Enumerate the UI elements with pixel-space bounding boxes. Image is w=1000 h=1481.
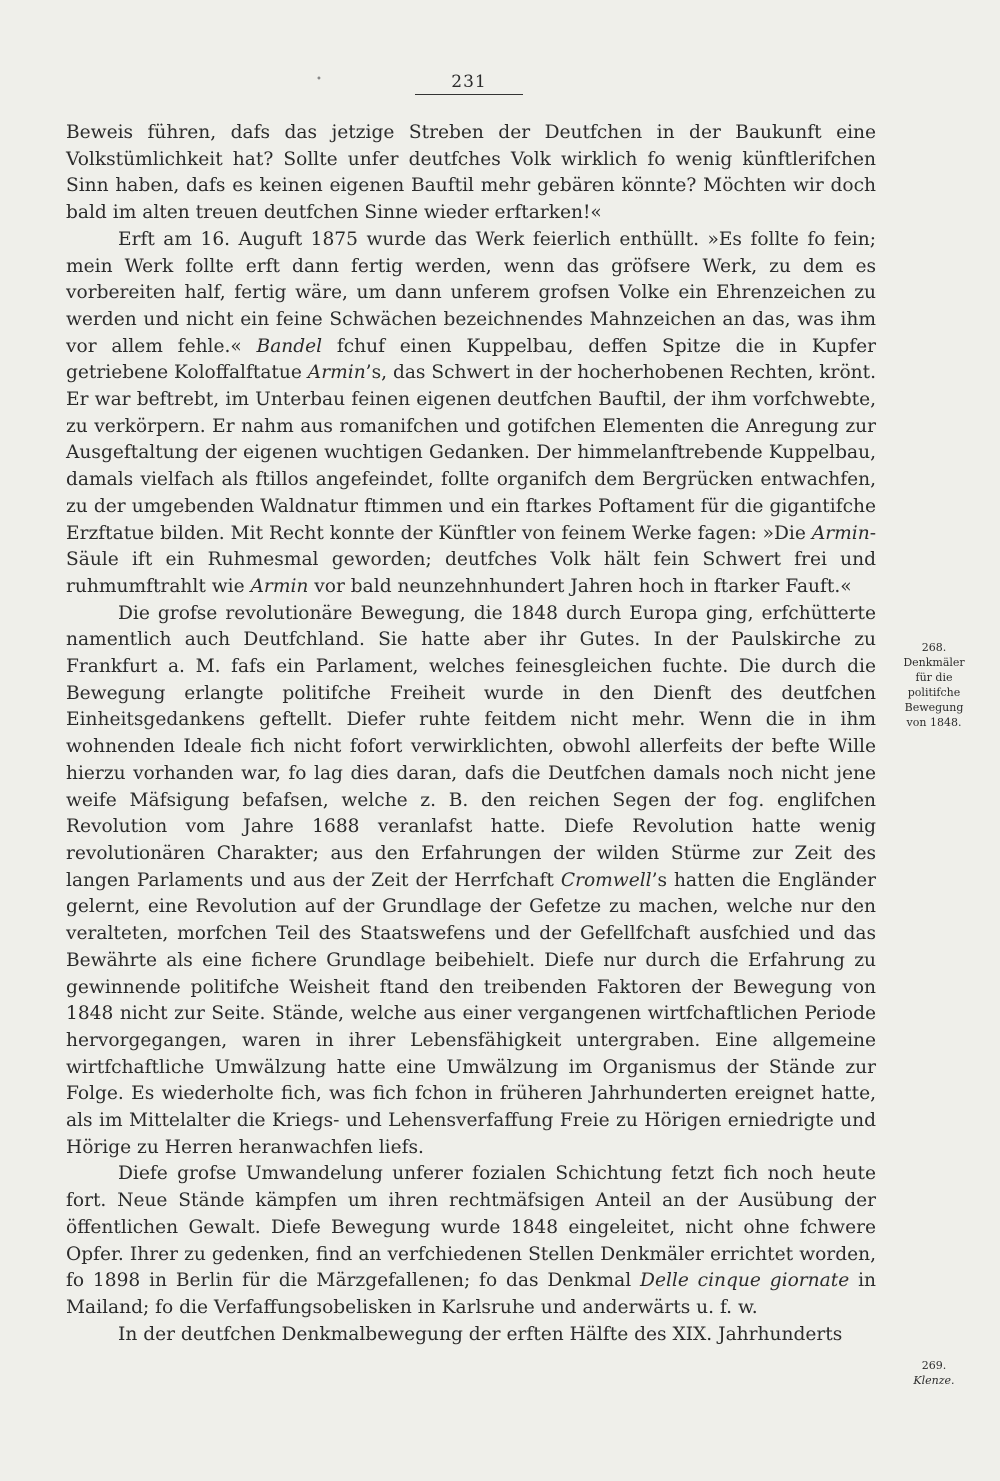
text-run: Beweis führen, dafs das jetzige Streben der Deutfchen in der Baukunft eine Volkstümlichkeit hat? Sollte unfer deutfches Volk wirklich fo wenig künftlerifchen Sinn haben, dafs es keinen eigenen Bauftil mehr gebären könnte? Möchten wir doch bald im alten treuen deutfchen Sinne wieder erftarken!«	[66, 122, 876, 224]
page-number: 231	[415, 72, 523, 95]
text-run: In der deutfchen Denkmalbewegung der erften Hälfte des XIX. Jahrhunderts	[118, 1323, 843, 1345]
italic-text: Cromwell	[560, 869, 652, 891]
paragraph	[66, 1161, 876, 1321]
margin-note-label: Klenze.	[913, 1374, 955, 1387]
text-run: fchuf einen Kuppelbau, deffen Spitze die in Kupfer getriebene Koloffalftatue	[66, 335, 877, 384]
text-run: in Mailand; fo die Verfaffungsobelisken in Karlsruhe und anderwärts u. f. w.	[66, 1270, 876, 1318]
text-run: ’s, das Schwert in der hocherhobenen Rechten, krönt. Er war beftrebt, im Unterbau feinen eigenen deutfchen Bauftil, der ihm vorfchwebte, zu verkörpern. Er nahm aus romanifchen und gotifchen Elementen die Anregung zur Ausgeftaltung der eigenen wuchtigen Gedanken. Der himmelanftrebende Kuppelbau, damals vielfach als ftillos angefeindet, follte organifch dem Bergrücken entwachfen, zu der umgebenden Waldnatur ftimmen und ein ftarkes Poftament für die gigantifche Erzftatue bilden. Mit Recht konnte der Künftler von feinem Werke fagen: »Die	[66, 362, 877, 544]
italic-text: Armin	[250, 575, 309, 597]
italic-text: Armin	[307, 362, 366, 384]
margin-note-line: Bewegung	[904, 701, 964, 714]
margin-note-number: 269.	[921, 1359, 947, 1372]
margin-note-line: Denkmäler	[903, 656, 965, 669]
italic-text: Bandel	[256, 335, 323, 357]
margin-note-number: 268.	[921, 641, 947, 654]
paragraph	[66, 227, 876, 601]
paragraph	[66, 601, 876, 1162]
paragraph	[66, 120, 876, 227]
margin-note-line: politifche	[907, 686, 961, 699]
text-run: -Säule ift ein Ruhmesmal geworden; deutfches Volk hält fein Schwert frei und ruhmumftrahlt wie	[66, 522, 876, 597]
text-run: Die grofse revolutionäre Bewegung, die 1848 durch Europa ging, erfchütterte namentlich auch Deutfchland. Sie hatte aber ihr Gutes. In der Paulskirche zu Frankfurt a. M. fafs ein Parlament, welches feinesgleichen fuchte. Die durch die Bewegung erlangte politifche Freiheit wurde in den Dienft des deutfchen Einheitsgedankens geftellt. Diefer ruhte feitdem nicht mehr. Wenn die in ihm wohnenden Ideale fich nicht fofort verwirklichten, obwohl allerfeits der befte Wille hierzu vorhanden war, fo lag dies daran, dafs die Deutfchen damals noch nicht jene weife Mäfsigung befafsen, welche z. B. den reichen Segen der fog. englifchen Revolution vom Jahre 1688 veranlafst hatte. Diefe Revolution hatte wenig revolutionären Charakter; aus den Erfahrungen der wilden Stürme zur Zeit des langen Parlaments und aus der Zeit der Herrfchaft	[66, 602, 876, 891]
margin-note-line: für die	[915, 671, 953, 684]
italic-text: Armin	[811, 522, 870, 544]
margin-note-268	[888, 640, 980, 730]
text-run: ’s hatten die Engländer gelernt, eine Revolution auf der Grundlage der Gefetze zu machen, welche nur den veralteten, morfchen Teil des Staatswefens und der Gefellfchaft ausfchied und das Bewährte als eine fichere Grundlage beibehielt. Diefe nur durch die Erfahrung zu gewinnende politifche Weisheit ftand den treibenden Faktoren der Bewegung von 1848 nicht zur Seite. Stände, welche aus einer vergangenen wirtfchaftlichen Periode hervorgegangen, waren in ihrer Lebensfähigkeit untergraben. Eine allgemeine wirtfchaftliche Umwälzung hatte eine Umwälzung im Organismus der Stände zur Folge. Es wiederholte fich, was fich fchon in früheren Jahrhunderten ereignet hatte, als im Mittelalter die Kriegs- und Lehensverfaffung Freie zu Hörigen erniedrigte und Hörige zu Herren heranwachfen liefs.	[66, 869, 876, 1158]
italic-text: Delle cinque giornate	[640, 1270, 850, 1292]
text-run: Diefe grofse Umwandelung unferer fozialen Schichtung fetzt fich noch heute fort. Neue Stände kämpfen um ihren rechtmäfsigen Anteil an der Ausübung der öffentlichen Gewalt. Diefe Bewegung wurde 1848 eingeleitet, nicht ohne fchwere Opfer. Ihrer zu gedenken, find an verfchiedenen Stellen Denkmäler errichtet worden, fo 1898 in Berlin für die Märzgefallenen; fo das Denkmal	[66, 1163, 876, 1292]
text-run: Erft am 16. Auguft 1875 wurde das Werk feierlich enthüllt. »Es follte fo fein; mein Werk follte erft dann fertig werden, wenn das gröfsere Werk, zu dem es vorbereiten half, fertig wäre, um dann unferem grofsen Volke ein Ehrenzeichen zu werden und nicht ein feine Schwächen bezeichnendes Mahnzeichen an das, was ihm vor allem fehle.«	[66, 228, 876, 357]
paragraph	[66, 1322, 876, 1349]
margin-note-line: von 1848.	[906, 716, 962, 729]
margin-note-269	[888, 1358, 980, 1388]
body-text	[66, 120, 876, 1348]
text-run: vor bald neunzehnhundert Jahren hoch in ftarker Fauft.«	[308, 575, 852, 597]
print-speck: •	[316, 74, 322, 85]
